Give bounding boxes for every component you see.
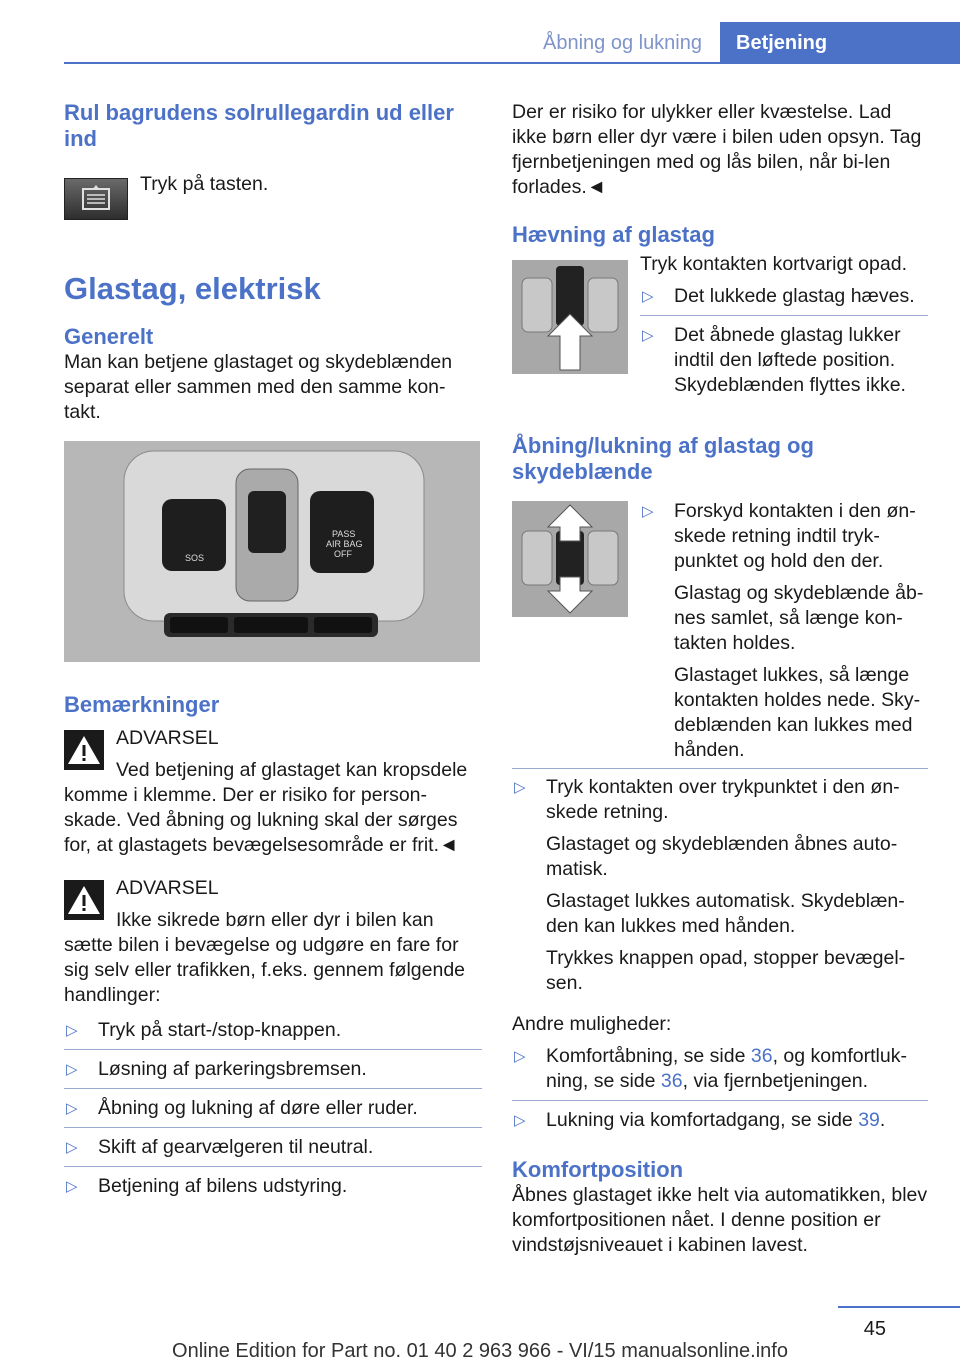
bullet-triangle-icon: ▷	[66, 1061, 78, 1078]
sunblind-instruction	[64, 173, 482, 220]
warning-2-text: Ikke sikrede børn eller dyr i bilen kan sætte bilen i bevægelse og udgøre en fare for sig selv eller trafikken, f.eks. gennem følgende handlinger:	[64, 909, 466, 1006]
bemaerk-heading: Bemærkninger	[64, 692, 220, 717]
komfort-heading: Komfortposition	[512, 1157, 684, 1182]
list-item: ▷ Det lukkede glastag hæves.	[640, 284, 928, 316]
bullet-triangle-icon: ▷	[514, 1048, 526, 1065]
warning-block-2	[64, 876, 482, 1008]
andre-text: Andre muligheder:	[512, 1013, 672, 1035]
glastag-heading: Glastag, elektrisk	[64, 271, 321, 306]
sunblind-heading: Rul bagrudens solrullegardin ud eller ind	[64, 100, 454, 151]
warning-1-label: ADVARSEL	[116, 727, 219, 749]
left-column	[64, 100, 482, 1212]
header-rule	[64, 62, 960, 64]
bullet-triangle-icon: ▷	[514, 779, 526, 796]
list-item: ▷ Åbning og lukning af døre eller ruder.	[64, 1096, 482, 1128]
bullet-triangle-icon: ▷	[66, 1100, 78, 1117]
generelt-text: Man kan betjene glastaget og skydeblænden separat eller sammen med den samme kon-takt.	[64, 351, 453, 423]
page-link[interactable]: 36	[750, 1045, 773, 1067]
right-column	[512, 100, 928, 1258]
list-item: ▷ Løsning af parkeringsbremsen.	[64, 1057, 482, 1089]
switch-up-photo	[512, 260, 628, 374]
sos-label: SOS	[185, 553, 205, 563]
list-item: ▷ Betjening af bilens udstyring.	[66, 1175, 348, 1197]
warning-continuation: Der er risiko for ulykker eller kvæstelse. Lad ikke børn eller dyr være i bilen uden opsyn. Tag fjernbetjeningen med og lås bilen, når bi-len forlades.◄	[512, 101, 922, 198]
aab-section	[512, 499, 928, 770]
aab-list-2	[512, 775, 928, 996]
switch-updown-photo	[512, 501, 628, 617]
aab-heading: Åbning/lukning af glastag og skydeblænde	[512, 433, 814, 484]
list-item: ▷ Forskyd kontakten i den øn-skede retning indtil tryk-punktet og hold den der. Glastag og skydeblænde åb-nes samlet, så længe kon-takten holdes. Glastaget lukkes, så længe kontakten holdes nede. Sky-deblænden kan lukkes med hånden.	[642, 500, 924, 761]
bullet-triangle-icon: ▷	[514, 1112, 526, 1129]
andre-list	[512, 1044, 928, 1139]
pass-label: PASS	[332, 529, 356, 539]
footer-edition: Online Edition for Part no. 01 40 2 963 966 - VI/15 manualsonline.info	[172, 1340, 788, 1362]
list-item: ▷ Skift af gearvælgeren til neutral.	[64, 1135, 482, 1167]
haev-heading: Hævning af glastag	[512, 222, 715, 247]
off-label: OFF	[334, 549, 352, 559]
page-link[interactable]: 39	[858, 1109, 880, 1131]
header-chapter-tab[interactable]: Betjening	[720, 22, 960, 62]
warning-1-text: Ved betjening af glastaget kan kropsdele komme i klemme. Der er risiko for person-skade. Ved åbning og lukning skal der sørges for, at glastagets bevægelsesområde er frit.◄	[64, 759, 468, 856]
list-item: ▷ Tryk kontakten over trykpunktet i den øn-skede retning. Glastaget og skydeblænden åbnes auto-matisk. Glastaget lukkes automatisk. Skydeblæn-den kan lukkes med hånden. Trykkes knappen opad, stopper bevægel-sen.	[514, 776, 906, 994]
list-item: ▷ Komfortåbning, se side 36, og komfortluk-ning, se side 36, via fjernbetjeningen.	[512, 1044, 928, 1101]
list-item: ▷ Lukning via komfortadgang, se side 39.	[514, 1109, 886, 1131]
page-number: 45	[863, 1318, 886, 1340]
bullet-triangle-icon: ▷	[642, 288, 654, 305]
komfort-text: Åbnes glastaget ikke helt via automatikken, blev komfortpositionen nået. I denne position er vindstøjsniveauet i kabinen lavest.	[512, 1184, 928, 1256]
list-item: ▷ Tryk på start-/stop-knappen.	[64, 1018, 482, 1050]
warning-icon	[64, 730, 104, 770]
bullet-triangle-icon: ▷	[66, 1139, 78, 1156]
haev-section	[512, 253, 928, 411]
roof-console-photo	[64, 441, 480, 662]
haev-text: Tryk kontakten kortvarigt opad.	[640, 253, 907, 275]
sunblind-text: Tryk på tasten.	[140, 173, 269, 195]
bullet-triangle-icon: ▷	[642, 327, 654, 344]
bullet-triangle-icon: ▷	[66, 1022, 78, 1039]
warning-block-1	[64, 726, 482, 858]
page-link[interactable]: 36	[660, 1070, 683, 1092]
bullet-triangle-icon: ▷	[642, 503, 654, 520]
list-item: ▷ Det åbnede glastag lukker indtil den løftede position. Skydeblænden flyttes ikke.	[642, 324, 906, 396]
sunblind-button-icon	[64, 178, 128, 220]
generelt-heading: Generelt	[64, 324, 154, 349]
warning-2-list	[64, 1018, 482, 1205]
airbag-label: AIR BAG	[326, 539, 363, 549]
haev-list	[640, 284, 928, 404]
bullet-triangle-icon: ▷	[66, 1178, 78, 1195]
warning-2-label: ADVARSEL	[116, 877, 219, 899]
footer-rule	[838, 1306, 960, 1308]
header-section-tab[interactable]: Åbning og lukning	[542, 32, 702, 54]
aab-list-1	[640, 499, 928, 770]
warning-icon	[64, 880, 104, 920]
